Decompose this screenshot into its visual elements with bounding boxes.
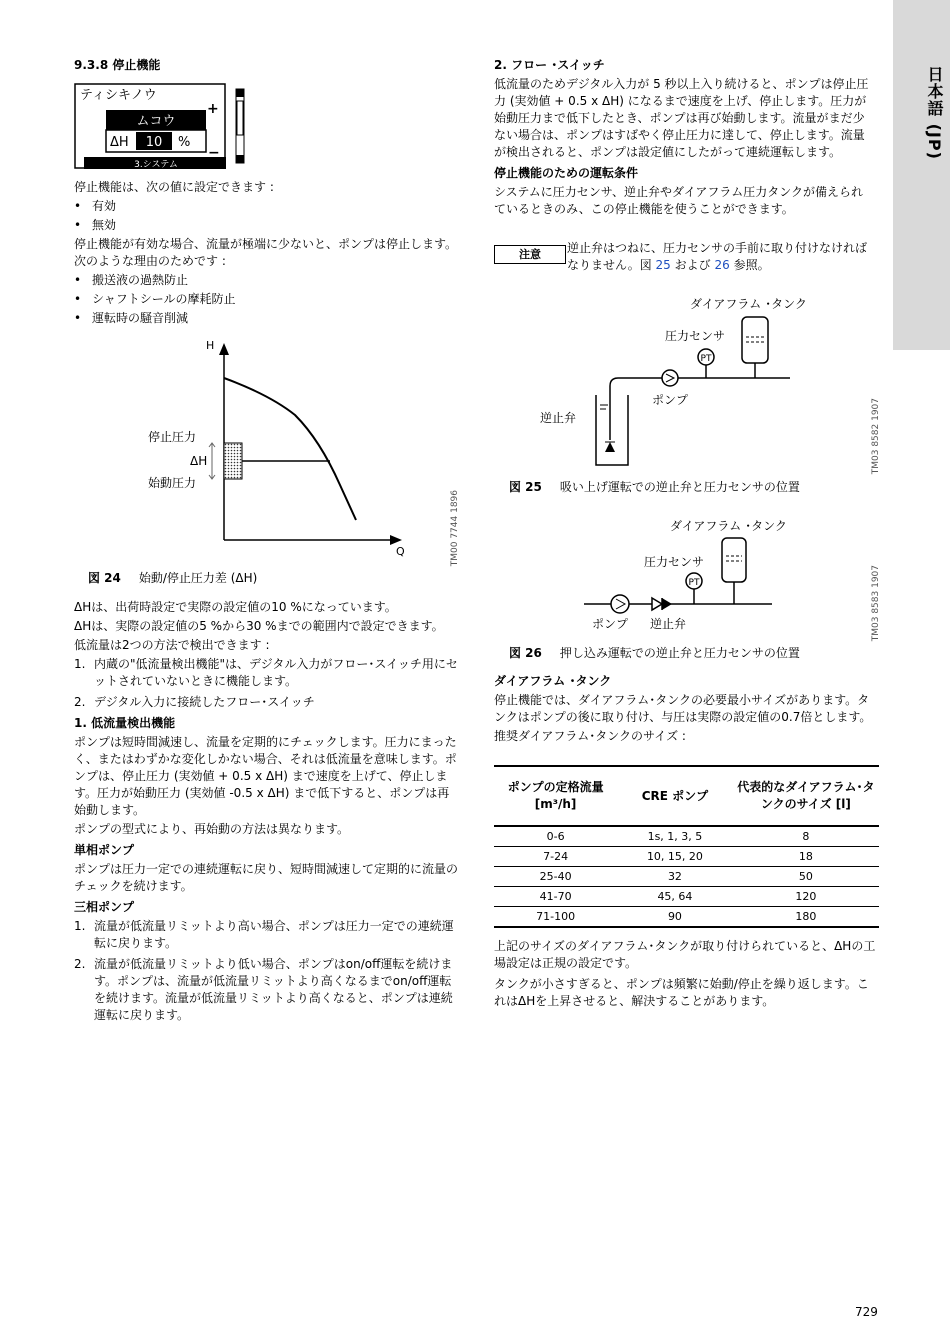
sub1-text2: ポンプの型式により、再始動の方法は異なります。 <box>74 822 350 836</box>
para-dh-factory: ΔHは、出荷時設定で実際の設定値の10 %になっています。 <box>74 600 397 614</box>
figure-25-caption <box>509 479 800 496</box>
figure-24-title: 始動/停止圧力差 (ΔH) <box>138 571 258 585</box>
flow-switch-text: 低流量のためデジタル入力が 5 秒以上入り続けると、ポンプは停止圧力 (実効値 + 0.5 x ΔH) になるまで速度を上げ、停止します。圧力が始動圧力まで低下したとき、ポンプは再び始動します。流量がまだ少ない場合は、ポンプはすばやく停止圧力に達して、停止します。流量が検出されると、ポンプは設定値にしたがって連続運転します。 <box>494 77 869 159</box>
figure-26-diagram <box>580 516 870 636</box>
fig25-sensor-label: 圧力センサ <box>665 329 726 343</box>
method-item <box>74 694 459 711</box>
reason-item: • シャフトシールの摩耗防止 <box>74 291 464 308</box>
after-table-text2: タンクが小さすぎると、ポンプは頻繁に始動/停止を繰り返します。これはΔHを上昇させると、解決することがあります。 <box>494 977 869 1008</box>
figure-26-title: 押し込み運転での逆止弁と圧力センサの位置 <box>559 646 800 660</box>
method-item <box>74 656 459 690</box>
sub1-title: 1. 低流量検出機能 <box>74 716 176 730</box>
lcd-footer: 3.システム <box>134 160 178 170</box>
option-item: • 有効 <box>74 198 464 215</box>
lcd-title: ティシキノウ <box>80 88 157 103</box>
sub1-text: ポンプは短時間減速し、流量を定期的にチェックします。圧力にまったく、またはわずかな変化しかない場合、それは低流量を意味します。ポンプは、停止圧力 (実効値 + 0.5 x ΔH) まで速度を上げて、停止します。圧力が始動圧力 (実効値 -0.5 x ΔH) まで低下すると、ポンプは再始動します。 <box>74 735 457 817</box>
table-header: CRE ポンプ <box>617 766 733 826</box>
fig25-pt: PT <box>700 354 712 364</box>
lcd-dh-label: ΔH <box>110 135 129 150</box>
lcd-display <box>74 83 246 173</box>
table-header: ポンプの定格流量 [m³/h] <box>494 766 617 826</box>
figure-26-number: 図 26 <box>509 646 542 660</box>
fig26-tank-label: ダイアフラム ･タンク <box>670 519 787 533</box>
axis-q-label: Q <box>396 545 405 558</box>
figure-25-diagram <box>520 290 870 475</box>
item-number: 1. <box>74 919 86 933</box>
tank-size-table <box>494 765 879 928</box>
figure-25-title: 吸い上げ運転での逆止弁と圧力センサの位置 <box>559 480 800 494</box>
table-header: 代表的なダイアフラム･タンクのサイズ [l] <box>733 766 879 826</box>
tank-title: ダイアフラム ･タンク <box>494 674 612 688</box>
table-row: 71-100 90 180 <box>494 907 879 928</box>
fig25-pump-label: ポンプ <box>652 393 689 407</box>
fig25-valve-label: 逆止弁 <box>540 411 577 425</box>
page-number: 729 <box>855 1305 878 1319</box>
axis-h-label: H <box>206 339 215 352</box>
fig26-sensor-label: 圧力センサ <box>644 555 705 569</box>
method-text: デジタル入力に接続したフロー･スイッチ <box>94 695 315 709</box>
table-row: 41-70 45, 64 120 <box>494 887 879 907</box>
reason-item: • 運転時の騒音削減 <box>74 310 464 327</box>
label-stop-pressure: 停止圧力 <box>148 430 197 444</box>
lcd-value: ムコウ <box>136 114 176 129</box>
single-phase-title: 単相ポンプ <box>74 843 135 857</box>
para-lowflow-methods: 低流量は2つの方法で検出できます : <box>74 638 270 652</box>
fig26-pt: PT <box>688 578 700 588</box>
table-row: 25-40 32 50 <box>494 867 879 887</box>
three-phase-item <box>74 956 459 1024</box>
lcd-dh-unit: % <box>178 135 191 150</box>
fig26-valve-label: 逆止弁 <box>650 617 687 631</box>
reason-item: • 搬送液の過熱防止 <box>74 272 464 289</box>
lcd-minus: − <box>208 145 220 161</box>
para-dh-range: ΔHは、実際の設定値の5 %から30 %までの範囲内で設定できます。 <box>74 619 444 633</box>
fig26-pump-label: ポンプ <box>592 617 629 631</box>
figure-25-link[interactable]: 25 <box>655 258 671 272</box>
three-phase-item <box>74 918 459 952</box>
table-row: 0-6 1s, 1, 3, 5 8 <box>494 826 879 847</box>
conditions-title: 停止機能のための運転条件 <box>494 166 639 180</box>
note-label: 注意 <box>494 245 566 264</box>
tank-text: 停止機能では、ダイアフラム･タンクの必要最小サイズがあります。タンクはポンプの後に取り付け、与圧は実際の設定値の0.7倍とします。 <box>494 693 872 724</box>
label-start-pressure: 始動圧力 <box>148 476 197 490</box>
language-tab-label: 日本語 (JP) <box>925 66 944 160</box>
label-dh: ΔH <box>190 454 208 468</box>
option-item: • 無効 <box>74 217 464 234</box>
figure-24-diagram <box>140 335 440 565</box>
item-text: 流量が低流量リミットより高い場合、ポンプは圧力一定での連続運転に戻ります。 <box>94 919 454 950</box>
section-title: 9.3.8 停止機能 <box>74 58 161 72</box>
lcd-dh-value: 10 <box>145 135 163 150</box>
method-number: 2. <box>74 695 86 709</box>
figure-24-number: 図 24 <box>88 571 121 585</box>
table-row: 7-24 10, 15, 20 18 <box>494 847 879 867</box>
single-phase-text: ポンプは圧力一定での連続運転に戻り、短時間減速して定期的に流量のチェックを続けます。 <box>74 862 459 893</box>
method-text: 内蔵の"低流量検出機能"は、デジタル入力がフロー･スイッチ用にセットされていないときに機能します。 <box>94 657 458 688</box>
conditions-text: システムに圧力センサ、逆止弁やダイアフラム圧力タンクが備えられているときのみ、この停止機能を使うことができます。 <box>494 185 864 216</box>
stop-intro: 停止機能は、次の値に設定できます : <box>74 180 274 194</box>
lcd-plus: + <box>207 101 219 117</box>
method-number: 1. <box>74 657 86 671</box>
figure-26-link[interactable]: 26 <box>714 258 730 272</box>
language-tab <box>893 0 950 350</box>
fig25-tank-label: ダイアフラム ･タンク <box>690 297 807 311</box>
table-intro: 推奨ダイアフラム･タンクのサイズ : <box>494 729 686 743</box>
item-number: 2. <box>74 957 86 971</box>
figure-25-number: 図 25 <box>509 480 542 494</box>
figure-24-caption <box>88 570 257 587</box>
flow-switch-title: 2. フロー ･スイッチ <box>494 58 605 72</box>
three-phase-title: 三相ポンプ <box>74 900 135 914</box>
reason-intro: 停止機能が有効な場合、流量が極端に少ないと、ポンプは停止します。次のような理由のためです : <box>74 237 458 268</box>
figure-26-code: TM03 8583 1907 <box>871 565 881 642</box>
note-text: 逆止弁はつねに、圧力センサの手前に取り付けなければなりません。図 25 および 26 参照。 <box>567 241 868 272</box>
figure-25-code: TM03 8582 1907 <box>871 398 881 475</box>
item-text: 流量が低流量リミットより低い場合、ポンプはon/off運転を続けます。ポンプは、流量が低流量リミットより高くなるまでon/off運転を続けます。流量が低流量リミットより高くなると、ポンプは連続運転に戻ります。 <box>94 957 453 1022</box>
figure-26-caption <box>509 645 800 662</box>
figure-24-code: TM00 7744 1896 <box>450 490 460 567</box>
after-table-text1: 上記のサイズのダイアフラム･タンクが取り付けられていると、ΔHの工場設定は正規の設定です。 <box>494 939 876 970</box>
